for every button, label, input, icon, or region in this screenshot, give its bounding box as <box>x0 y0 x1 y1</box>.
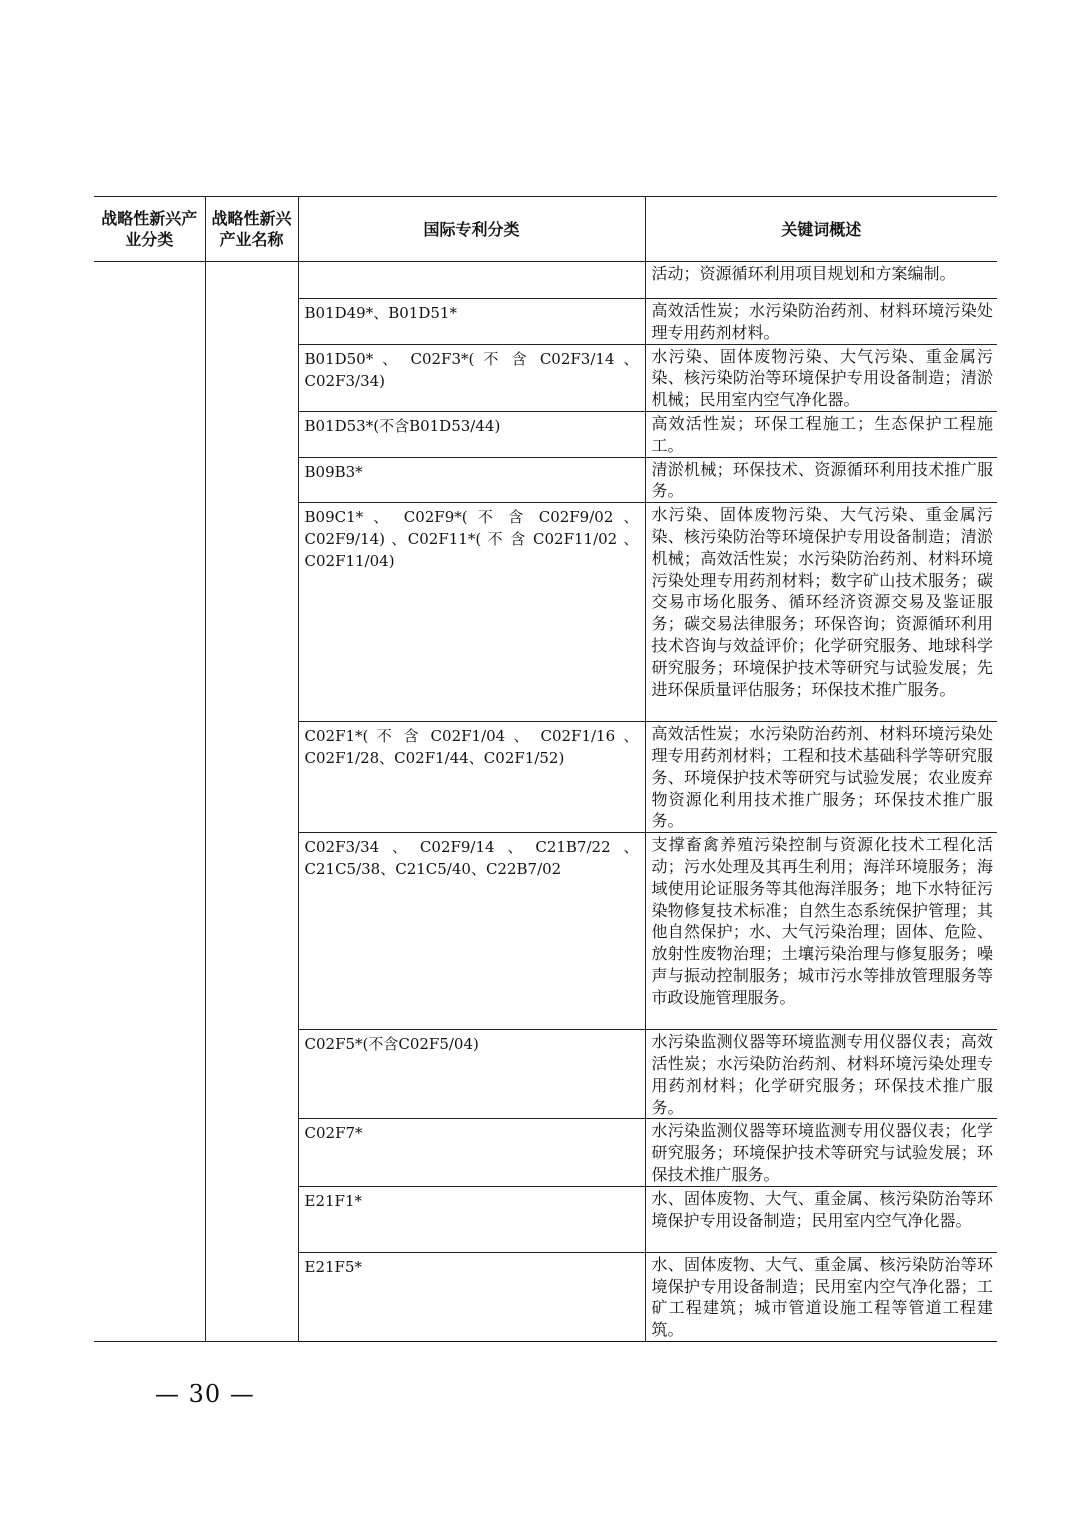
keywords-cell: 水、固体废物、大气、重金属、核污染防治等环境保护专用设备制造；民用室内空气净化器；工矿工程建筑；城市管道设施工程等管道工程建筑。 <box>645 1252 997 1341</box>
keywords-cell: 活动；资源循环利用项目规划和方案编制。 <box>645 262 997 299</box>
header-ipc: 国际专利分类 <box>298 197 645 262</box>
page-number: — 30 — <box>155 1380 255 1408</box>
keywords-cell: 水污染、固体废物污染、大气污染、重金属污染、核污染防治等环境保护专用设备制造；清淤机械；民用室内空气净化器。 <box>645 344 997 411</box>
header-industry-name: 战略性新兴产业名称 <box>205 197 298 262</box>
ipc-cell: C02F7* <box>298 1119 645 1186</box>
keywords-cell: 高效活性炭；水污染防治药剂、材料环境污染处理专用药剂材料；工程和技术基础科学等研究服务、环境保护技术等研究与试验发展；农业废弃物资源化利用技术推广服务；环保技术推广服务。 <box>645 722 997 833</box>
ipc-cell: C02F3/34、C02F9/14、C21B7/22、C21C5/38、C21C5/40、C22B7/02 <box>298 833 645 1030</box>
ipc-cell: E21F1* <box>298 1186 645 1252</box>
ipc-cell: B01D53*(不含B01D53/44) <box>298 411 645 457</box>
ipc-cell: B09C1* 、 C02F9*( 不 含 C02F9/02 、C02F9/14) 、C02F11*( 不 含 C02F11/02 、C02F11/04) <box>298 503 645 722</box>
keywords-cell: 高效活性炭；环保工程施工；生态保护工程施工。 <box>645 411 997 457</box>
keywords-cell: 支撑畜禽养殖污染控制与资源化技术工程化活动；污水处理及其再生利用；海洋环境服务；海域使用论证服务等其他海洋服务；地下水特征污染物修复技术标准；自然生态系统保护管理；其他自然保护；水、大气污染治理；固体、危险、放射性废物治理；土壤污染治理与修复服务；噪声与振动控制服务；城市污水等排放管理服务等市政设施管理服务。 <box>645 833 997 1030</box>
classification-table <box>94 196 997 1342</box>
keywords-cell: 高效活性炭；水污染防治药剂、材料环境污染处理专用药剂材料。 <box>645 299 997 345</box>
keywords-cell: 水污染监测仪器等环境监测专用仪器仪表；化学研究服务；环境保护技术等研究与试验发展；环保技术推广服务。 <box>645 1119 997 1186</box>
table-header-row <box>94 197 997 262</box>
ipc-cell: C02F1*( 不 含 C02F1/04 、 C02F1/16 、C02F1/28、C02F1/44、C02F1/52) <box>298 722 645 833</box>
ipc-cell: E21F5* <box>298 1252 645 1341</box>
ipc-cell: C02F5*(不含C02F5/04) <box>298 1030 645 1119</box>
header-industry-category: 战略性新兴产业分类 <box>94 197 205 262</box>
keywords-cell: 水、固体废物、大气、重金属、核污染防治等环境保护专用设备制造；民用室内空气净化器。 <box>645 1186 997 1252</box>
table-row <box>94 262 997 299</box>
ipc-cell <box>298 262 645 299</box>
table-body <box>94 262 997 1342</box>
industry-category-cell <box>94 262 205 1342</box>
ipc-cell: B01D50* 、 C02F3*( 不 含 C02F3/14 、C02F3/34) <box>298 344 645 411</box>
ipc-cell: B01D49*、B01D51* <box>298 299 645 345</box>
header-keywords: 关键词概述 <box>645 197 997 262</box>
industry-name-cell <box>205 262 298 1342</box>
keywords-cell: 水污染监测仪器等环境监测专用仪器仪表；高效活性炭；水污染防治药剂、材料环境污染处理专用药剂材料；化学研究服务；环保技术推广服务。 <box>645 1030 997 1119</box>
keywords-cell: 清淤机械；环保技术、资源循环利用技术推广服务。 <box>645 457 997 503</box>
keywords-cell: 水污染、固体废物污染、大气污染、重金属污染、核污染防治等环境保护专用设备制造；清淤机械；高效活性炭；水污染防治药剂、材料环境污染处理专用药剂材料；数字矿山技术服务；碳交易市场化服务、循环经济资源交易及鉴证服务；碳交易法律服务；环保咨询；资源循环利用技术咨询与效益评价；化学研究服务、地球科学研究服务；环境保护技术等研究与试验发展；先进环保质量评估服务；环保技术推广服务。 <box>645 503 997 722</box>
ipc-cell: B09B3* <box>298 457 645 503</box>
